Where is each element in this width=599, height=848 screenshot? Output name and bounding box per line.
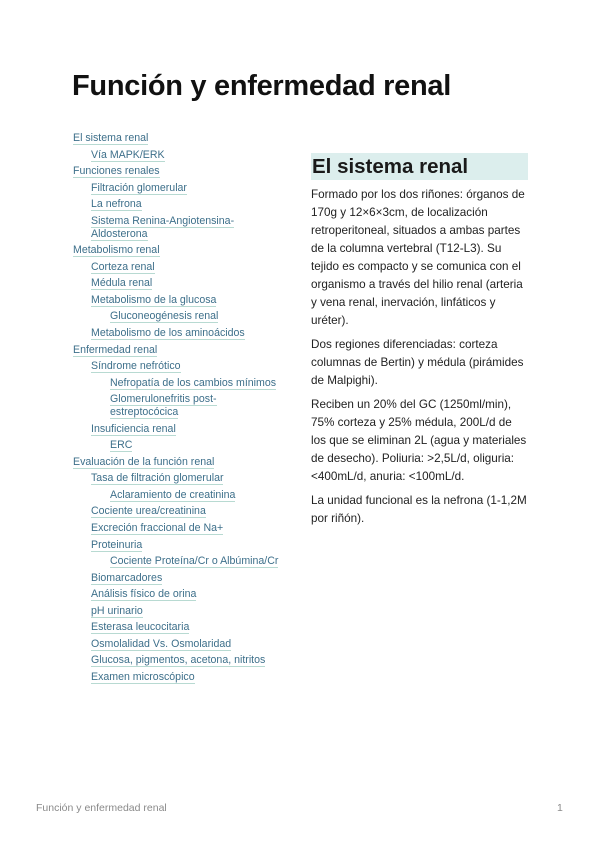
toc-link-text: Metabolismo de los aminoácidos [91,327,245,340]
toc-link[interactable] [73,165,295,178]
toc-link-text: Osmolalidad Vs. Osmolaridad [91,637,232,650]
toc-link-text: Evaluación de la función renal [73,455,215,468]
toc-link-text: Proteinuria [91,538,143,551]
toc-link-text: Funciones renales [73,165,160,178]
toc-link[interactable] [73,588,295,601]
toc-link[interactable] [73,539,295,552]
toc-link[interactable] [73,472,295,485]
toc-link-text: Médula renal [91,277,153,290]
paragraph: Formado por los dos riñones: órganos de 170g y 12×6×3cm, de localización retroperitoneal, situados a ambas partes de la columna vertebral (T12-L3). Su tejido es compacto y se comunica con el organismo a través del hilio renal (arteria y vena renal, inervación, linfáticos y uréter). [311,188,525,327]
toc-link-text: pH urinario [91,604,143,617]
toc-link-text: Enfermedad renal [73,343,158,356]
toc-link-text: Cociente urea/creatinina [91,505,206,518]
toc-link[interactable] [73,132,295,145]
toc-link-text: La nefrona [91,198,142,211]
toc-link[interactable] [73,638,295,651]
toc-link-text: Aclaramiento de creatinina [110,488,236,501]
toc-link-text: Vía MAPK/ERK [91,148,165,161]
toc-link-text: Gluconeogénesis renal [110,310,219,323]
toc-link-text: Insuficiencia renal [91,422,176,435]
toc-link-text: Esterasa leucocitaria [91,621,190,634]
toc-link-text: Filtración glomerular [91,181,187,194]
section-heading: El sistema renal [311,153,528,180]
toc-link[interactable] [73,505,295,518]
toc-link-text: El sistema renal [73,132,149,144]
toc-link-text: Biomarcadores [91,571,163,584]
toc-link[interactable] [73,555,295,568]
toc-link[interactable] [73,621,295,634]
toc-link-text: estreptocócica [110,406,179,419]
footer-title: Función y enfermedad renal [36,802,167,814]
toc-link[interactable] [73,244,295,257]
toc-link[interactable] [73,654,295,667]
table-of-contents [73,132,295,688]
toc-link[interactable] [73,439,295,452]
page-number: 1 [557,802,563,814]
toc-link[interactable] [73,360,295,373]
toc-link[interactable] [73,572,295,585]
toc-link-text: Aldosterona [91,227,148,240]
toc-link-text: Tasa de filtración glomerular [91,472,224,485]
main-content [311,153,528,534]
paragraph: Dos regiones diferenciadas: corteza columnas de Bertin) y médula (pirámides de Malpighi). [311,338,524,387]
toc-link-text: Glomerulonefritis post- [110,393,217,406]
page-title: Función y enfermedad renal [72,70,451,102]
toc-link[interactable] [73,149,295,162]
toc-link[interactable] [73,327,295,340]
toc-link-text: Examen microscópico [91,670,195,683]
toc-link[interactable] [73,198,295,211]
toc-link[interactable] [73,489,295,502]
toc-link[interactable] [73,456,295,469]
paragraph: Reciben un 20% del GC (1250ml/min), 75% corteza y 25% médula, 200L/d de los que se eliminan 2L (agua y materiales de desecho). Poliuria: >2,5L/d, oliguria:<400mL/d, anuria: <100mL/d. [311,398,527,483]
toc-link-text: Sistema Renina-Angiotensina- [91,214,235,227]
toc-link-text: Nefropatía de los cambios mínimos [110,376,277,389]
toc-link-text: Cociente Proteína/Cr o Albúmina/Cr [110,555,279,568]
toc-link[interactable] [73,182,295,195]
toc-link-text: Metabolismo de la glucosa [91,293,217,306]
toc-link[interactable] [73,344,295,357]
toc-link-text: ERC [110,439,133,452]
toc-link-text: Excreción fraccional de Na+ [91,522,224,535]
toc-link[interactable] [73,423,295,436]
toc-link[interactable] [73,310,295,323]
toc-link-text: Metabolismo renal [73,244,160,257]
toc-link[interactable] [73,277,295,290]
toc-link[interactable] [73,377,295,390]
toc-link-text: Corteza renal [91,260,155,273]
toc-link-text: Análisis físico de orina [91,588,197,601]
toc-link[interactable] [73,393,295,419]
toc-link[interactable] [73,671,295,684]
toc-link[interactable] [73,294,295,307]
toc-link-text: Síndrome nefrótico [91,360,181,373]
toc-link[interactable] [73,261,295,274]
paragraph: La unidad funcional es la nefrona (1-1,2M por riñón). [311,494,527,525]
toc-link[interactable] [73,522,295,535]
toc-link-text: Glucosa, pigmentos, acetona, nitritos [91,654,266,667]
toc-link[interactable] [73,215,295,241]
toc-link[interactable] [73,605,295,618]
